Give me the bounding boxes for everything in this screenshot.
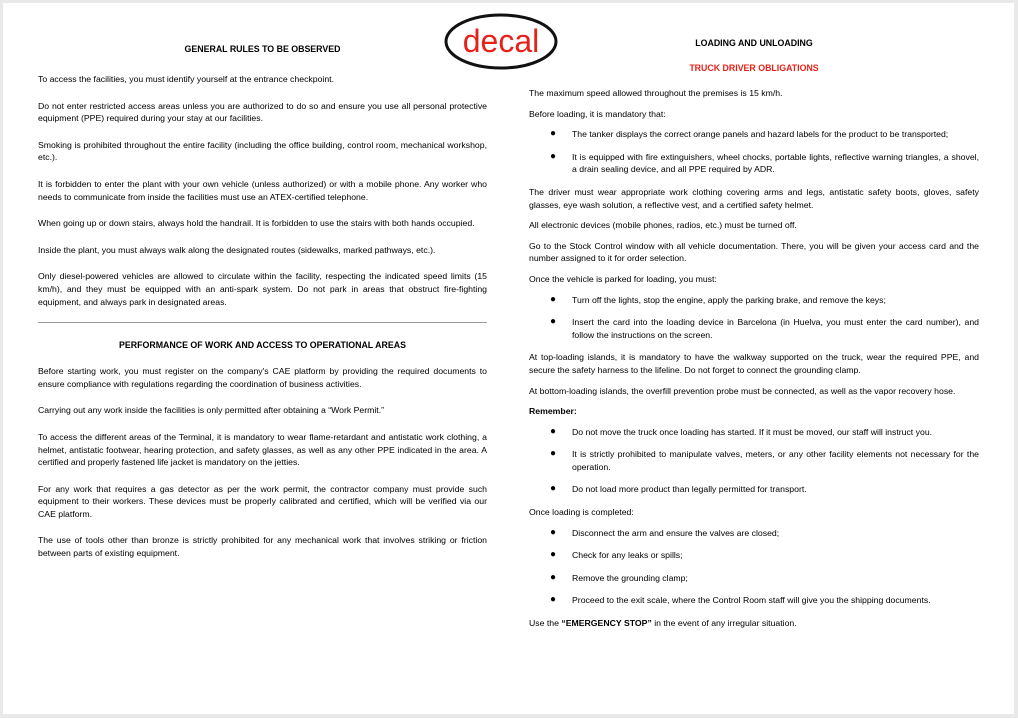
devices-paragraph: All electronic devices (mobile phones, radios, etc.) must be turned off. — [529, 220, 797, 231]
list-item: ● Proceed to the exit scale, where the Control Room staff will give you the shipping documents. — [550, 594, 931, 606]
work-access-title: PERFORMANCE OF WORK AND ACCESS TO OPERATIONAL AREAS — [119, 340, 406, 351]
rule-paragraph: Inside the plant, you must always walk along the designated routes (sidewalks, marked pathways, etc.). — [38, 244, 436, 255]
rule-paragraph: Smoking is prohibited throughout the entire facility (including the office building, control room, mechanical workshop, etc.). — [38, 139, 487, 163]
bullet-icon: ● — [550, 425, 557, 437]
list-item: ● Check for any leaks or spills; — [550, 549, 683, 561]
clothing-paragraph: The driver must wear appropriate work clothing covering arms and legs, antistatic safety boots, gloves, safety glasses, eye wash solution, a reflective vest, and a certified safety helmet. — [529, 186, 979, 210]
parked-list — [529, 294, 979, 342]
bullet-icon: ● — [550, 128, 557, 140]
work-paragraph: Before starting work, you must register on the company's CAE platform by providing the required documents to ensure compliance with regulations regarding the coordination of business activities. — [38, 366, 487, 389]
stock-control-paragraph: Go to the Stock Control window with all vehicle documentation. There, you will be given your access card and the number assigned to it for order selection. — [529, 240, 979, 264]
rule-paragraph: Only diesel-powered vehicles are allowed to circulate within the facility, respecting the indicated speed limits (15 km/h), and they must be equipped with an anti-spark system. Do not park in areas that obstruct fire-fighting equipment, and always park in designated areas. — [38, 271, 487, 307]
bullet-icon: ● — [550, 448, 557, 460]
list-item: ● Disconnect the arm and ensure the valves are closed; — [550, 526, 780, 538]
rule-paragraph: It is forbidden to enter the plant with your own vehicle (unless authorized) or with a mobile phone. Any worker who needs to communicate from inside the facilities must use an ATEX-certified telephone. — [38, 178, 487, 202]
rule-paragraph: Do not enter restricted access areas unless you are authorized to do so and ensure you use all personal protective equipment (PPE) required during your stay at our facilities. — [38, 100, 487, 124]
parked-intro: Once the vehicle is parked for loading, you must: — [529, 273, 717, 284]
bullet-icon: ● — [550, 293, 557, 305]
before-loading-intro: Before loading, it is mandatory that: — [529, 108, 666, 119]
document-page — [3, 3, 1014, 714]
completed-list — [529, 527, 979, 607]
completed-intro: Once loading is completed: — [529, 507, 634, 518]
emergency-stop-label: “EMERGENCY STOP” — [561, 618, 652, 629]
bullet-icon: ● — [550, 549, 557, 561]
section-divider — [38, 322, 487, 323]
speed-paragraph: The maximum speed allowed throughout the premises is 15 km/h. — [529, 88, 783, 98]
remember-heading: Remember: — [529, 406, 577, 417]
top-loading-paragraph: At top-loading islands, it is mandatory to have the walkway supported on the truck, wear the required PPE, and secure the safety harness to the lifeline. Do not forget to connect the grounding clamp. — [529, 352, 979, 375]
remember-list — [529, 426, 979, 496]
left-column — [38, 43, 487, 574]
list-item: ● Turn off the lights, stop the engine, apply the parking brake, and remove the keys; — [550, 293, 886, 305]
list-item: ● Remove the grounding clamp; — [550, 571, 688, 583]
emergency-stop-paragraph: Use the “EMERGENCY STOP” in the event of any irregular situation. — [529, 618, 797, 629]
logo-text: decal — [462, 23, 540, 59]
work-paragraph: The use of tools other than bronze is strictly prohibited for any mechanical work that involves striking or friction between parts of existing equipment. — [38, 535, 487, 559]
bullet-icon: ● — [550, 483, 557, 495]
bullet-icon: ● — [550, 316, 557, 328]
work-paragraph: For any work that requires a gas detector as per the work permit, the contractor company must provide such equipment to their workers. These devices must be properly calibrated and certified, which will be verified via our CAE platform. — [38, 483, 487, 519]
work-paragraph: To access the different areas of the Terminal, it is mandatory to wear flame-retardant and antistatic work clothing, a helmet, antistatic footwear, hearing protection, and safety glasses, as well as any other PPE indicated in the area. A certified and properly fastened life jacket is mandatory on the jetties. — [38, 431, 487, 468]
truck-driver-subtitle: TRUCK DRIVER OBLIGATIONS — [689, 63, 819, 73]
list-item: ● The tanker displays the correct orange panels and hazard labels for the product to be transported; — [550, 128, 949, 140]
bullet-icon: ● — [550, 571, 557, 583]
general-rules-title: GENERAL RULES TO BE OBSERVED — [184, 44, 341, 54]
rule-paragraph: To access the facilities, you must identify yourself at the entrance checkpoint. — [38, 74, 335, 84]
bullet-icon: ● — [550, 150, 557, 162]
list-item: ● It is equipped with fire extinguishers, wheel chocks, portable lights, reflective warning triangles, a shovel, a drain sealing device, and all PPE required by ADR. — [550, 150, 979, 175]
bullet-icon: ● — [550, 594, 557, 606]
list-item: ● It is strictly prohibited to manipulate valves, meters, or any other facility elements not necessary for the operation. — [550, 448, 979, 472]
loading-title: LOADING AND UNLOADING — [695, 38, 813, 48]
rule-paragraph: When going up or down stairs, always hold the handrail. It is forbidden to use the stairs with both hands occupied. — [38, 218, 475, 229]
list-item: ● Do not load more product than legally permitted for transport. — [550, 483, 807, 495]
list-item: ● Insert the card into the loading device in Barcelona (in Huelva, you must enter the card number), and follow the instructions on the screen. — [550, 316, 979, 340]
work-paragraph: Carrying out any work inside the facilities is only permitted after obtaining a “Work Permit.” — [38, 405, 385, 416]
right-column — [529, 37, 979, 638]
bottom-loading-paragraph: At bottom-loading islands, the overfill prevention probe must be connected, as well as the vapor recovery hose. — [529, 385, 956, 396]
before-loading-list — [529, 128, 979, 176]
bullet-icon: ● — [550, 526, 557, 538]
list-item: ● Do not move the truck once loading has started. If it must be moved, our staff will instruct you. — [550, 425, 933, 437]
